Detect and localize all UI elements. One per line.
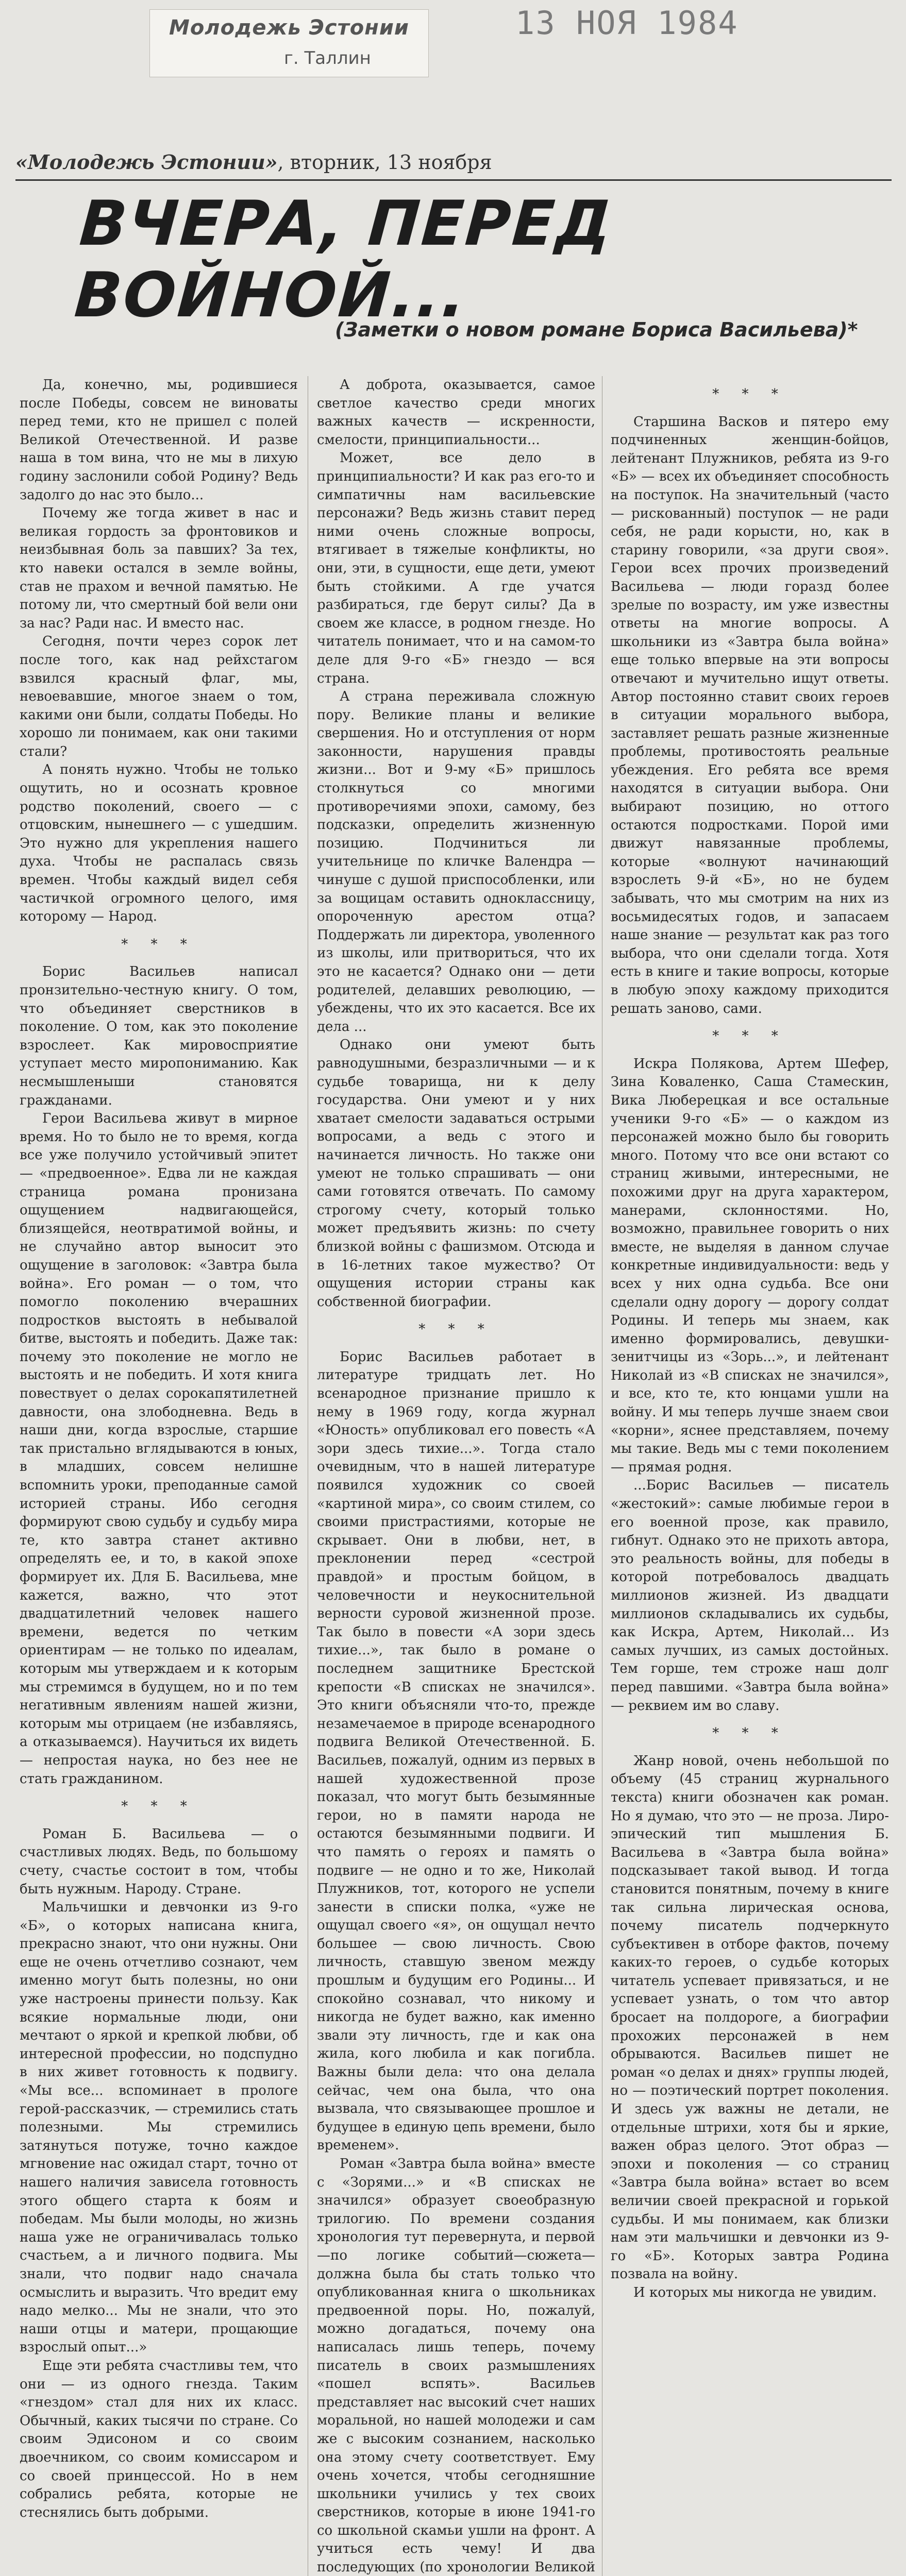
- section-separator: * * *: [712, 386, 787, 402]
- article-paragraph: Однако они умеют быть равнодушными, безразличными — и к судьбе товарища, ни к делу государства. Они умеют и у них хватает смелости задаваться острыми вопросами, а ведь с этого и начинается личность. Но также они умеют не только спрашивать — они сами готовятся отвечать. По самому строгому счету, который только может предъявить жизнь: по счету близкой войны с фашизмом. Отсюда и в 16-летних такое мужество? От ощущения истории страны как собственной биографии.: [317, 1037, 595, 1310]
- stamp-newspaper-name: Молодежь Эстонии: [169, 16, 409, 40]
- article-paragraph: Искра Полякова, Артем Шефер, Зина Коваленко, Саша Стамескин, Вика Люберецкая и все остальные ученики 9-го «Б» — о каждом из персонажей можно было бы говорить много. Потому что все они встают со страниц живыми, интересными, не похожими друг на друга характером, манерами, склонностями. Но, возможно, правильнее говорить о них вместе, не выделяя в данном случае конкретные индивидуальности: ведь у всех у них одна судьба. Все они сделали одну дорогу — дорогу солдат Родины. И теперь мы знаем, как именно формировались, девушки-зенитчицы из «Зорь...», и лейтенант Николай из «В списках не значился», и все, кто те, кто юнцами ушли на войну. И мы теперь лучше знаем свои «корни», яснее представляем, почему мы такие. Ведь мы с теми поколением — прямая родня.: [611, 1056, 889, 1475]
- article-column-2: [317, 376, 595, 2576]
- section-separator: * * *: [418, 1321, 494, 1337]
- article-paragraph: Роман «Завтра была война» вместе с «Зорями...» и «В списках не значился» образует своеобразную трилогию. По времени создания хронология тут перевернута, и первой—по логике событий—сюжета—должна была бы стать только что опубликованная книга о школьниках предвоенной поры. Но, пожалуй, можно догадаться, почему она написалась лишь теперь, почему писатель в своих размышлениях «пошел вспять». Васильев представляет нас высокий счет наших моральной, но нашей молодежи и сам же с высоким сознанием, насколько она этому счету соответствует. Ему очень хочется, чтобы сегодняшние школьники учились у тех своих сверстников, которые в июне 1941-го со школьной скамьи ушли на фронт. А учиться есть чему! И два последующих (по хронологии Великой: [317, 2156, 595, 2575]
- section-separator: * * *: [121, 936, 196, 952]
- article-paragraph: Может, все дело в принципиальности? И как раз его-то и симпатичны нам васильевские персонажи? Ведь жизнь ставит перед ними очень сложные вопросы, втягивает в тяжелые конфликты, но они, эти, в сущности, еще дети, умеют быть стойкими. А где учатся разбираться, где берут силы? Да в своем же классе, в родном гнезде. Но читатель понимает, что и на самом-то деле для 9-го «Б» гнездо — вся страна.: [317, 450, 595, 686]
- article-paragraph: Роман Б. Васильева — о счастливых людях. Ведь, по большому счету, счастье состоит в том, чтобы быть нужным. Народу. Стране.: [20, 1826, 298, 1897]
- masthead-date: , вторник, 13 ноября: [277, 151, 492, 174]
- article-column-1: [20, 376, 298, 2576]
- article-paragraph: А понять нужно. Чтобы не только ощутить, но и осознать кровное родство поколений, своего — с отцовским, нынешнего — с ушедшим. Это нужно для укрепления нашего духа. Чтобы не распалась связь времен. Чтобы каждый видел себя частичкой огромного целого, имя которому — Народ.: [20, 762, 298, 925]
- article-paragraph: Еще эти ребята счастливы тем, что они — из одного гнезда. Таким «гнездом» стал для них их класс. Обычный, каких тысячи по стране. Со своим Эдисоном и со своим двоечником, со своим комиссаром и со своей принцессой. Но в нем собрались ребята, которые не стеснялись быть добрыми.: [20, 2358, 298, 2520]
- article-paragraph: Старшина Васков и пятеро ему подчиненных женщин-бойцов, лейтенант Плужников, ребята из 9-го «Б» — всех их объединяет способность на поступок. На значительный (часто — рискованный) поступок — не ради себя, не ради корысти, но, как в старину говорили, «за други своя». Герои всех прочих произведений Васильева — люди горазд более зрелые по возрасту, им уже известны ответы на многие вопросы. А школьники из «Завтра была война» еще только впервые на эти вопросы отвечают и мучительно ищут ответы. Автор постоянно ставит своих героев в ситуации морального выбора, заставляет решать разные жизненные проблемы, противостоять реальные убеждения. Его ребята все время находятся в ситуации выбора. Они выбирают позицию, но оттого остаются подростками. Порой ими движут навязанные проблемы, которые «волнуют начинающий взрослеть 9-й «Б», но не будем забывать, что мы смотрим на них из восьмидесятых годов, и запасаем наше знание — результат как раз того выбора, что они сделали тогда. Хотя есть в книге и такие вопросы, которые в любую эпоху каждому приходится решать заново, сами.: [611, 414, 889, 1016]
- section-separator: * * *: [121, 1799, 196, 1815]
- article-paragraph: А доброта, оказывается, самое светлое качество среди многих важных качеств — искренности, смелости, принципиальности...: [317, 377, 595, 448]
- section-separator: * * *: [712, 1028, 787, 1044]
- clipping-stamp: [149, 9, 429, 77]
- date-stamp: 13 НОЯ 1984: [515, 4, 739, 42]
- masthead-paper-name: «Молодежь Эстонии»: [15, 150, 278, 174]
- article-paragraph: Герои Васильева живут в мирное время. Но то было не то время, когда все уже получило устойчивый эпитет — «предвоенное». Едва ли не каждая страница романа пронизана ощущением надвигающейся, близящейся, неотвратимой войны, и не случайно автор выносит это ощущение в заголовок: «Завтра была война». Его роман — о том, что помогло поколению вчерашних подростков выстоять в небывалой битве, выстоять и победить. Даже так: почему это поколение не могло не выстоять и не победить. И хотя книга повествует о делах сорокапятилетней давности, она злободневна. Ведь в наши дни, когда взрослые, старшие так пристально вглядываются в юных, в младших, совсем нелишне вспомнить уроки, преподанные самой историей страны. Ибо сегодня формируют свою судьбу и судьбу мира те, кто завтра станет активно определять ее, и то, в какой эпохе формирует их. Для Б. Васильева, мне кажется, важно, что этот двадцатилетний человек нашего времени, ведется по четким ориентирам — не только по идеалам, которым мы утверждаем и к которым мы стремимся в будущем, но и по тем негативным явлениям нашей жизни, которым мы отрицаем (не избавляясь, а отказываемся). Научиться их видеть — непростая наука, но без нее не стать гражданином.: [20, 1111, 298, 1787]
- article-paragraph: Почему же тогда живет в нас и великая гордость за фронтовиков и неизбывная боль за павших? За тех, кто навеки остался в земле войны, став не прахом и вечной памятью. Не потому ли, что смертный бой вели они за нас? Ради нас. И вместо нас.: [20, 505, 298, 631]
- article-paragraph: Мальчишки и девчонки из 9-го «Б», о которых написана книга, прекрасно знают, что они нужны. Они еще не очень отчетливо сознают, чем именно могут быть полезны, но они уже настроены принести пользу. Как всякие нормальные люди, они мечтают о яркой и крепкой любви, об интересной профессии, но подспудно в них живет готовность к подвигу. «Мы все... вспоминает в прологе герой-рассказчик, — стремились стать полезными. Мы стремились затянуться потуже, точно каждое мгновение нас ожидал старт, точно от нашего наличия зависела готовность этого общего старта к боям и победам. Мы были молоды, но жизнь наша уже не ограничивалась только счастьем, а и личного подвига. Мы знали, что подвиг надо сначала осмыслить и выразить. Что вредит ему надо мелко... Мы не знали, что это наши отцы и матери, прощающие взрослый опыт...»: [20, 1900, 298, 2355]
- article-paragraph: И которых мы никогда не увидим.: [633, 2284, 877, 2300]
- masthead-rule: [15, 179, 892, 181]
- masthead: [15, 150, 892, 174]
- article-paragraph: Борис Васильев работает в литературе тридцать лет. Но всенародное признание пришло к нему в 1969 году, когда журнал «Юность» опубликовал его повесть «А зори здесь тихие...». Тогда стало очевидным, что в нашей литературе появился художник со своей «картиной мира», со своим стилем, со своими пристрастиями, которые не скрывает. Они в любви, нет, в преклонении перед «сестрой правдой» и простым бойцом, в человечности и неукоснительной верности суровой жизненной прозе. Так было в повести «А зори здесь тихие...», так было в романе о последнем защитнике Брестской крепости «В списках не значился». Это книги объясняли что-то, прежде незамечаемое в природе всенародного подвига Великой Отечественной. Б. Васильев, пожалуй, одним из первых в нашей художественной прозе показал, что могут быть безымянные герои, но в памяти народа не остаются безымянными подвиги. И что память о героях и память о подвиге — не одно и то же, Николай Плужников, тот, которого не успели занести в списки полка, «уже не ощущал своего «я», он ощущал нечто большее — свою личность. Свою личность, ставшую звеном между прошлым и будущим его Родины... И спокойно сознавал, что никому и никогда не будет важно, как именно звали эту личность, где и как она жила, кого любила и как погибла. Важны были дела: что она делала сейчас, чем она была, что она вызвала, что связывающее прошлое и будущее в единую цепь времени, было временем».: [317, 1349, 595, 2154]
- article-paragraph: Сегодня, почти через сорок лет после того, как над рейхстагом взвился красный флаг, мы, невоевавшие, многое знаем о том, какими они были, солдаты Победы. Но хорошо ли понимаем, как они такими стали?: [20, 634, 298, 759]
- article-paragraph: А страна переживала сложную пору. Великие планы и великие свершения. Но и отступления от норм законности, нарушения правды жизни... Вот и 9-му «Б» пришлось столкнуться со многими противоречиями эпохи, самому, без подсказки, определить жизненную позицию. Подчиниться ли учительнице по кличке Валендра — чинуше с душой приспособленки, или за вощицам оставить одноклассницу, опороченную арестом отца? Поддержать ли директора, уволенного из школы, или притвориться, что их это не касается? Однако они — дети родителей, делавших революцию, — убеждены, что их это касается. Все их дела ...: [317, 689, 595, 1035]
- stamp-city: г. Таллин: [284, 48, 371, 69]
- article-subtitle: (Заметки о новом романе Бориса Васильева)*: [335, 318, 858, 341]
- article-paragraph: Жанр новой, очень небольшой по объему (45 страниц журнального текста) книги обозначен как роман. Но я думаю, что это — не проза. Лиро-эпический тип мышления Б. Васильева в «Завтра была война» подсказывает такой вывод. И тогда становится понятным, почему в книге так сильна лирическая основа, почему писатель подчеркнуто субъективен в отборе фактов, почему каких-то героев, о судьбе которых читатель успевает привязаться, и не успевает узнать, о том что автор бросает на полдороге, а биографии прохожих персонажей в нем обрываются. Васильев пишет не роман «о делах и днях» группы людей, но — поэтический портрет поколения. И здесь уж важны не детали, не отдельные штрихи, хотя бы и яркие, важен образ целого. Этот образ — эпохи и поколения — со страниц «Завтра была война» встает во всем величии своей прекрасной и горькой судьбы. И мы понимаем, как близки нам эти мальчишки и девчонки из 9-го «Б». Которых завтра Родина позвала на войну.: [611, 1753, 889, 2282]
- article-column-3: [611, 376, 889, 2576]
- article-paragraph: Да, конечно, мы, родившиеся после Победы, совсем не виноваты перед теми, кто не пришел с полей Великой Отечественной. И разве наша в том вина, что не мы в лихую годину заслонили собой Родину? Ведь задолго до нас это было...: [20, 377, 298, 503]
- article-paragraph: Борис Васильев написал пронзительно-честную книгу. О том, что объединяет сверстников в поколение. О том, как это поколение взрослеет. Как мировосприятие уступает место миропониманию. Как несмышленыши становятся гражданами.: [20, 964, 298, 1108]
- section-separator: * * *: [712, 1725, 787, 1741]
- article-paragraph: ...Борис Васильев — писатель «жестокий»: самые любимые герои в его военной прозе, как правило, гибнут. Однако это не прихоть автора, это реальность войны, для победы в которой потребовалось двадцать миллионов жизней. Из двадцати миллионов складывались их судьбы, как Искра, Артем, Николай... Из самых лучших, из самых достойных. Тем горше, тем строже наш долг перед павшими. «Завтра была война» — реквием им во славу.: [611, 1478, 889, 1714]
- article-title: ВЧЕРА, ПЕРЕД ВОЙНОЙ...: [72, 188, 615, 331]
